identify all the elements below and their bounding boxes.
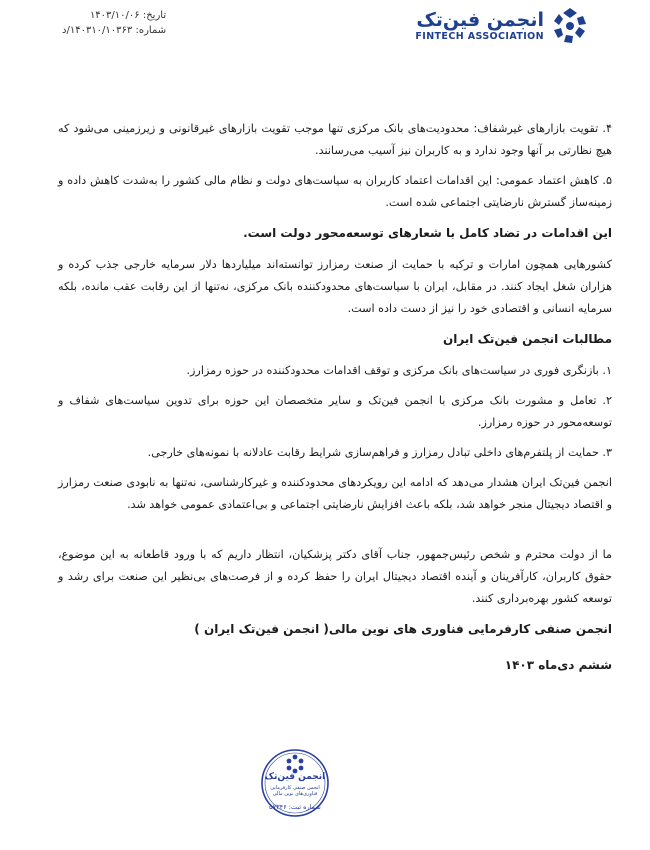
paragraph-public-trust: ۵. کاهش اعتماد عمومی: این اقدامات اعتماد کاربران به سیاست‌های دولت و نظام مالی کشور را به‌شدت کاهش داده و زمینه‌ساز گسترش نارضایتی اجتماعی شده است. — [58, 174, 612, 209]
paragraph-opaque-markets: ۴. تقویت بازارهای غیرشفاف: محدودیت‌های بانک مرکزی تنها موجب تقویت بازارهای غیرقانونی و زیرزمینی می‌شود که هیچ نظارتی بر آنها وجود ندارد و به کاربران نیز آسیب می‌رسانند. — [58, 122, 612, 157]
date-line: ششم دی‌ماه ۱۴۰۳ — [504, 658, 612, 672]
letter-meta — [62, 8, 166, 38]
paragraph-comparison: کشورهایی همچون امارات و ترکیه با حمایت از صنعت رمزارز توانسته‌اند میلیاردها دلار سرمایه خارجی جذب کرده و هزاران شغل ایجاد کنند. در مقابل، ایران با سیاست‌های محدودکننده بانک مرکزی، نه‌تنها از این رقابت عقب مانده، بلکه سرمایه انسانی و اقتصادی خود را نیز از دست داده است. — [58, 258, 612, 315]
seal-registration-number: شماره ثبت: ۵۷۳۴۶ — [269, 803, 321, 811]
heading-contradiction: این اقدامات در تضاد کامل با شعارهای توسعه‌محور دولت است. — [243, 226, 612, 240]
signature-line: انجمن صنفی کارفرمایی فناوری های نوین مالی( انجمن فین‌تک ایران ) — [194, 622, 612, 636]
header-logo — [415, 6, 590, 46]
demand-item-2: ۲. تعامل و مشورت بانک مرکزی با انجمن فین‌تک و سایر متخصصان این حوزه برای تدوین سیاست‌های شفاف و توسعه‌محور در حوزه رمزارز. — [58, 394, 612, 429]
heading-demands: مطالبات انجمن فین‌تک ایران — [442, 332, 612, 346]
logo-english-name: FINTECH ASSOCIATION — [415, 31, 544, 42]
demand-item-1: ۱. بازنگری فوری در سیاست‌های بانک مرکزی و توقف اقدامات محدودکننده در حوزه رمزارز. — [186, 364, 612, 377]
paragraph-request: ما از دولت محترم و شخص رئیس‌جمهور، جناب آقای دکتر پزشکیان، انتظار داریم که با ورود قاطعانه به این موضوع، حقوق کاربران، کارآفرینان و آینده اقتصاد دیجیتال ایران را حفظ کرده و از فرصت‌های بی‌نظیر این صنعت برای رشد و توسعه کشور بهره‌برداری کنند. — [58, 548, 612, 605]
fintech-logo-icon — [550, 6, 590, 46]
logo-text — [415, 9, 544, 43]
letter-number: شماره: ۱۴۰۳۱۰/۱۰۳۶۳/د — [62, 25, 167, 36]
seal-name: انجمن فین‌تک — [264, 772, 326, 782]
demand-item-3: ۳. حمایت از پلتفرم‌های داخلی تبادل رمزارز و فراهم‌سازی شرایط رقابت عادلانه با نمونه‌های خارجی. — [147, 446, 612, 459]
letter-date: تاریخ: ۱۴۰۳/۱۰/۰۶ — [89, 10, 167, 21]
paragraph-warning: انجمن فین‌تک ایران هشدار می‌دهد که ادامه این رویکردهای محدودکننده و غیرکارشناسی، نه‌تنها به نابودی صنعت رمزارز و اقتصاد دیجیتال منجر خواهد شد، بلکه باعث افزایش نارضایتی اجتماعی و بی‌اعتمادی عمومی خواهد شد. — [58, 476, 612, 511]
logo-persian-name: انجمن فین‌تک — [416, 9, 544, 31]
spacer — [58, 524, 612, 544]
letter-body — [58, 118, 612, 688]
seal-subtitle: انجمن صنفی کارفرمایی فناوری‌های نوین مالی — [270, 785, 320, 797]
